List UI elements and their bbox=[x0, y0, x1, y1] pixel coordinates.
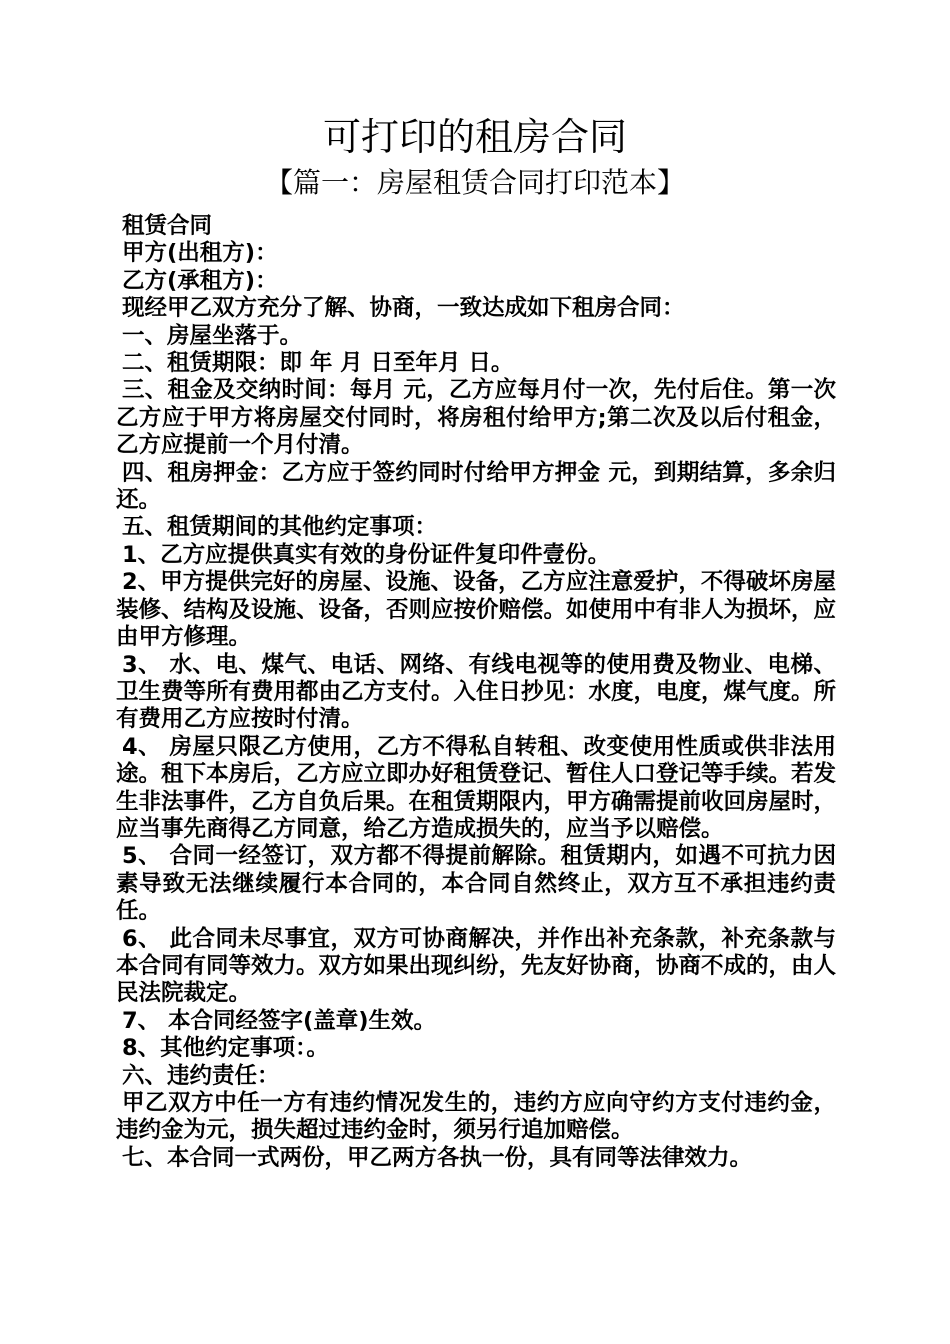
clause-copies: 七、本合同一式两份，甲乙两方各执一份，具有同等法律效力。 bbox=[122, 1144, 753, 1171]
clause-term: 二、租赁期限：即 年 月 日至年月 日。 bbox=[122, 350, 514, 377]
sub-clause-4: 4、 房屋只限乙方使用，乙方不得私自转租、改变使用性质或供非法用途。租下本房后，乙方应立即办好租赁登记、暂住人口登记等手续。若发生非法事件，乙方自负后果。在租赁期限内，甲方确需提前收回房屋时，应当事先商得乙方同意，给乙方造成损失的，应当予以赔偿。 bbox=[116, 733, 837, 842]
clause-deposit: 四、租房押金：乙方应于签约同时付给甲方押金 元，到期结算，多余归还。 bbox=[116, 459, 836, 514]
sub-clause-5: 5、 合同一经签订，双方都不得提前解除。租赁期内，如遇不可抗力因素导致无法继续履行本合同的，本合同自然终止，双方互不承担违约责任。 bbox=[116, 843, 836, 925]
party-a-line: 甲方(出租方)： bbox=[122, 240, 278, 267]
sub-clause-1: 1、乙方应提供真实有效的身份证件复印件壹份。 bbox=[122, 541, 611, 568]
contract-heading: 租赁合同 bbox=[122, 213, 213, 239]
clause-breach-heading: 六、违约责任： bbox=[122, 1062, 280, 1089]
sub-clause-7: 7、 本合同经签字(盖章)生效。 bbox=[122, 1007, 437, 1034]
sub-clause-8: 8、其他约定事项：。 bbox=[122, 1035, 329, 1062]
document-subtitle: 【篇一：房屋租赁合同打印范本】 bbox=[264, 166, 685, 199]
sub-clause-6: 6、 此合同未尽事宜，双方可协商解决，并作出补充条款，补充条款与本合同有同等效力。双方如果出现纠纷，先友好协商，协商不成的，由人民法院裁定。 bbox=[116, 925, 837, 1007]
clause-rent: 三、租金及交纳时间：每月 元，乙方应每月付一次，先付后住。第一次乙方应于甲方将房屋交付同时，将房租付给甲方;第二次及以后付租金，乙方应提前一个月付清。 bbox=[116, 377, 836, 459]
contract-body bbox=[116, 213, 836, 1172]
preamble: 现经甲乙双方充分了解、协商，一致达成如下租房合同： bbox=[122, 295, 685, 322]
clause-other-heading: 五、租赁期间的其他约定事项： bbox=[122, 514, 438, 541]
party-b-line: 乙方(承租方)： bbox=[122, 267, 278, 294]
sub-clause-2: 2、甲方提供完好的房屋、设施、设备，乙方应注意爱护，不得破坏房屋装修、结构及设施、设备，否则应按价赔偿。如使用中有非人为损坏，应由甲方修理。 bbox=[116, 569, 837, 651]
clause-breach-text: 甲乙双方中任一方有违约情况发生的，违约方应向守约方支付违约金，违约金为元，损失超过违约金时，须另行追加赔偿。 bbox=[116, 1090, 836, 1144]
clause-location: 一、房屋坐落于。 bbox=[122, 322, 303, 349]
sub-clause-3: 3、 水、电、煤气、电话、网络、有线电视等的使用费及物业、电梯、卫生费等所有费用都由乙方支付。入住日抄见：水度，电度，煤气度。所有费用乙方应按时付清。 bbox=[116, 651, 837, 733]
document-title: 可打印的租房合同 bbox=[322, 115, 627, 159]
